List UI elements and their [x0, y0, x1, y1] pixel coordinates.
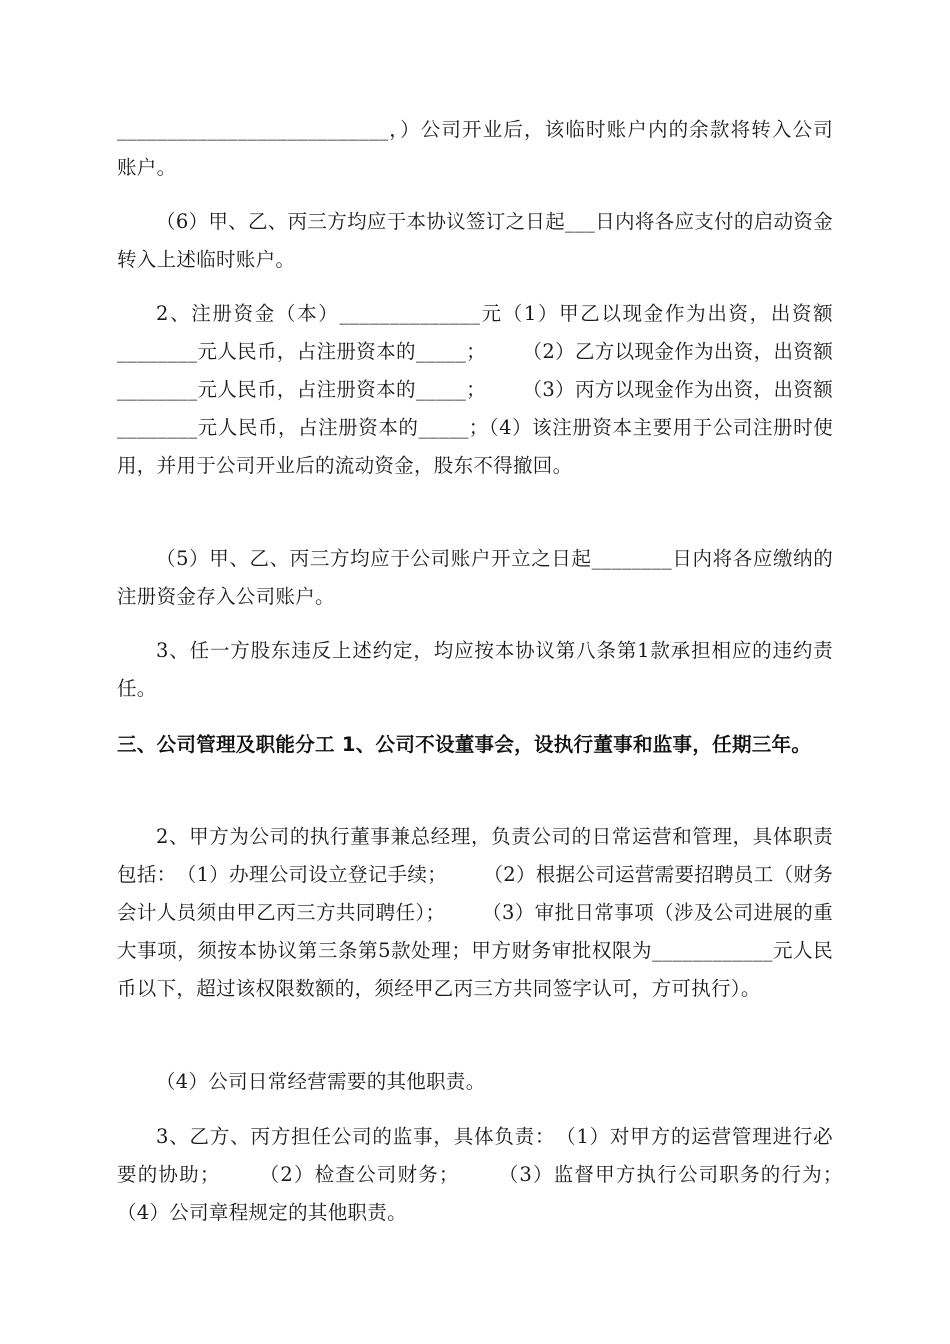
paragraph-startup-funds: （6）甲、乙、丙三方均应于本协议签订之日起___日内将各应支付的启动资金转入上述临时账户。 [117, 210, 833, 271]
section-heading-management: 三、公司管理及职能分工 1、公司不设董事会，设执行董事和监事，任期三年。 [117, 733, 812, 756]
paragraph-other-duties: （4）公司日常经营需要的其他职责。 [156, 1070, 486, 1093]
paragraph-account-transfer: ___________________________，）公司开业后，该临时账户内的余款将转入公司账户。 [117, 118, 833, 179]
paragraph-supervisor-duties: 3、乙方、丙方担任公司的监事，具体负责： （1）对甲方的运营管理进行必要的协助； （2）检查公司财务； （3）监督甲方执行公司职务的行为； （4）公司章程规定的其他职责。 [117, 1125, 880, 1224]
paragraph-executive-director: 2、甲方为公司的执行董事兼总经理，负责公司的日常运营和管理，具体职责包括： （1）办理公司设立登记手续； （2）根据公司运营需要招聘员工（财务会计人员须由甲乙丙三方共同聘任）； （3）审批日常事项（涉及公司进展的重大事项，须按本协议第三条第5款处理；甲方财务审批权限为____________元人民币以下，超过该权限数额的，须经甲乙丙三方共同签字认可，方可执行）。 [117, 825, 833, 1000]
paragraph-breach-liability: 3、任一方股东违反上述约定，均应按本协议第八条第1款承担相应的违约责任。 [117, 639, 833, 700]
paragraph-capital-deposit: （5）甲、乙、丙三方均应于公司账户开立之日起________日内将各应缴纳的注册资金存入公司账户。 [117, 547, 833, 608]
paragraph-registered-capital: 2、注册资金（本）______________元（1）甲乙以现金作为出资，出资额________元人民币，占注册资本的_____； （2）乙方以现金作为出资，出资额________元人民币，占注册资本的_____； （3）丙方以现金作为出资，出资额________元人民币，占注册资本的_____；（4）该注册资本主要用于公司注册时使用，并用于公司开业后的流动资金，股东不得撤回。 [117, 302, 833, 477]
